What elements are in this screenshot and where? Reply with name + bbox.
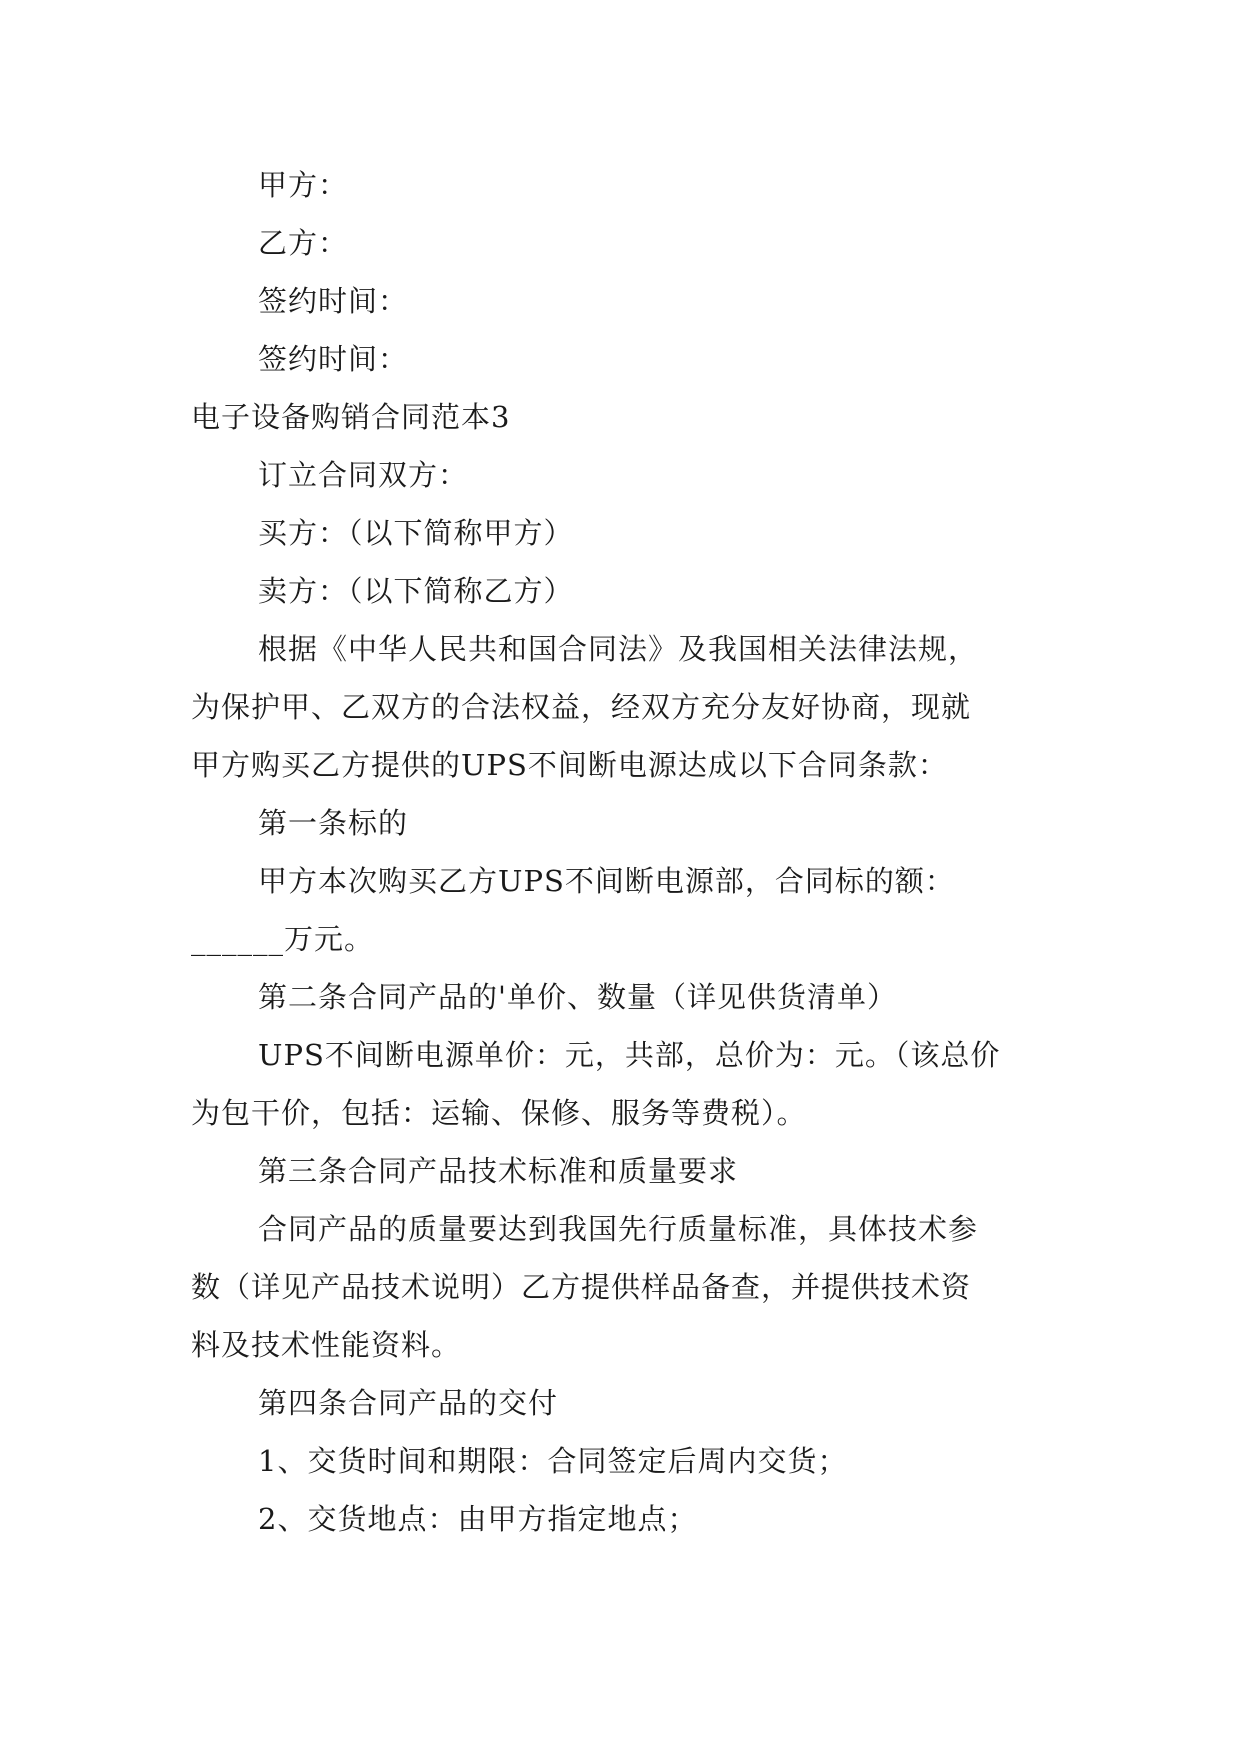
paragraph: UPS不间断电源单价：元，共部，总价为：元。（该总价	[258, 1038, 1001, 1072]
paragraph: ______万元。	[191, 922, 375, 956]
paragraph: 甲方本次购买乙方UPS不间断电源部，合同标的额：	[258, 864, 955, 898]
paragraph: 甲方购买乙方提供的UPS不间断电源达成以下合同条款：	[191, 748, 948, 782]
paragraph: 数（详见产品技术说明）乙方提供样品备查，并提供技术资	[191, 1270, 972, 1304]
party-a-label: 甲方：	[258, 168, 349, 202]
paragraph: 订立合同双方：	[258, 458, 469, 492]
paragraph: 为保护甲、乙双方的合法权益，经双方充分友好协商，现就	[191, 690, 972, 724]
paragraph: 买方：（以下简称甲方）	[258, 516, 574, 550]
signing-time-label: 签约时间：	[258, 284, 409, 318]
paragraph: 根据《中华人民共和国合同法》及我国相关法律法规，	[258, 632, 979, 666]
section-heading: 第三条合同产品技术标准和质量要求	[258, 1154, 739, 1188]
paragraph: 合同产品的质量要达到我国先行质量标准，具体技术参	[258, 1212, 979, 1246]
list-item: 1、交货时间和期限：合同签定后周内交货；	[258, 1444, 848, 1478]
list-item: 2、交货地点：由甲方指定地点；	[258, 1502, 698, 1536]
document-title: 电子设备购销合同范本3	[191, 400, 511, 434]
paragraph: 为包干价，包括：运输、保修、服务等费税）。	[191, 1096, 807, 1130]
section-heading: 第二条合同产品的'单价、数量（详见供货清单）	[258, 980, 897, 1014]
signing-time-label: 签约时间：	[258, 342, 409, 376]
section-heading: 第四条合同产品的交付	[258, 1386, 559, 1420]
section-heading: 第一条标的	[258, 806, 409, 840]
paragraph: 料及技术性能资料。	[191, 1328, 462, 1362]
paragraph: 卖方：（以下简称乙方）	[258, 574, 574, 608]
party-b-label: 乙方：	[258, 226, 349, 260]
